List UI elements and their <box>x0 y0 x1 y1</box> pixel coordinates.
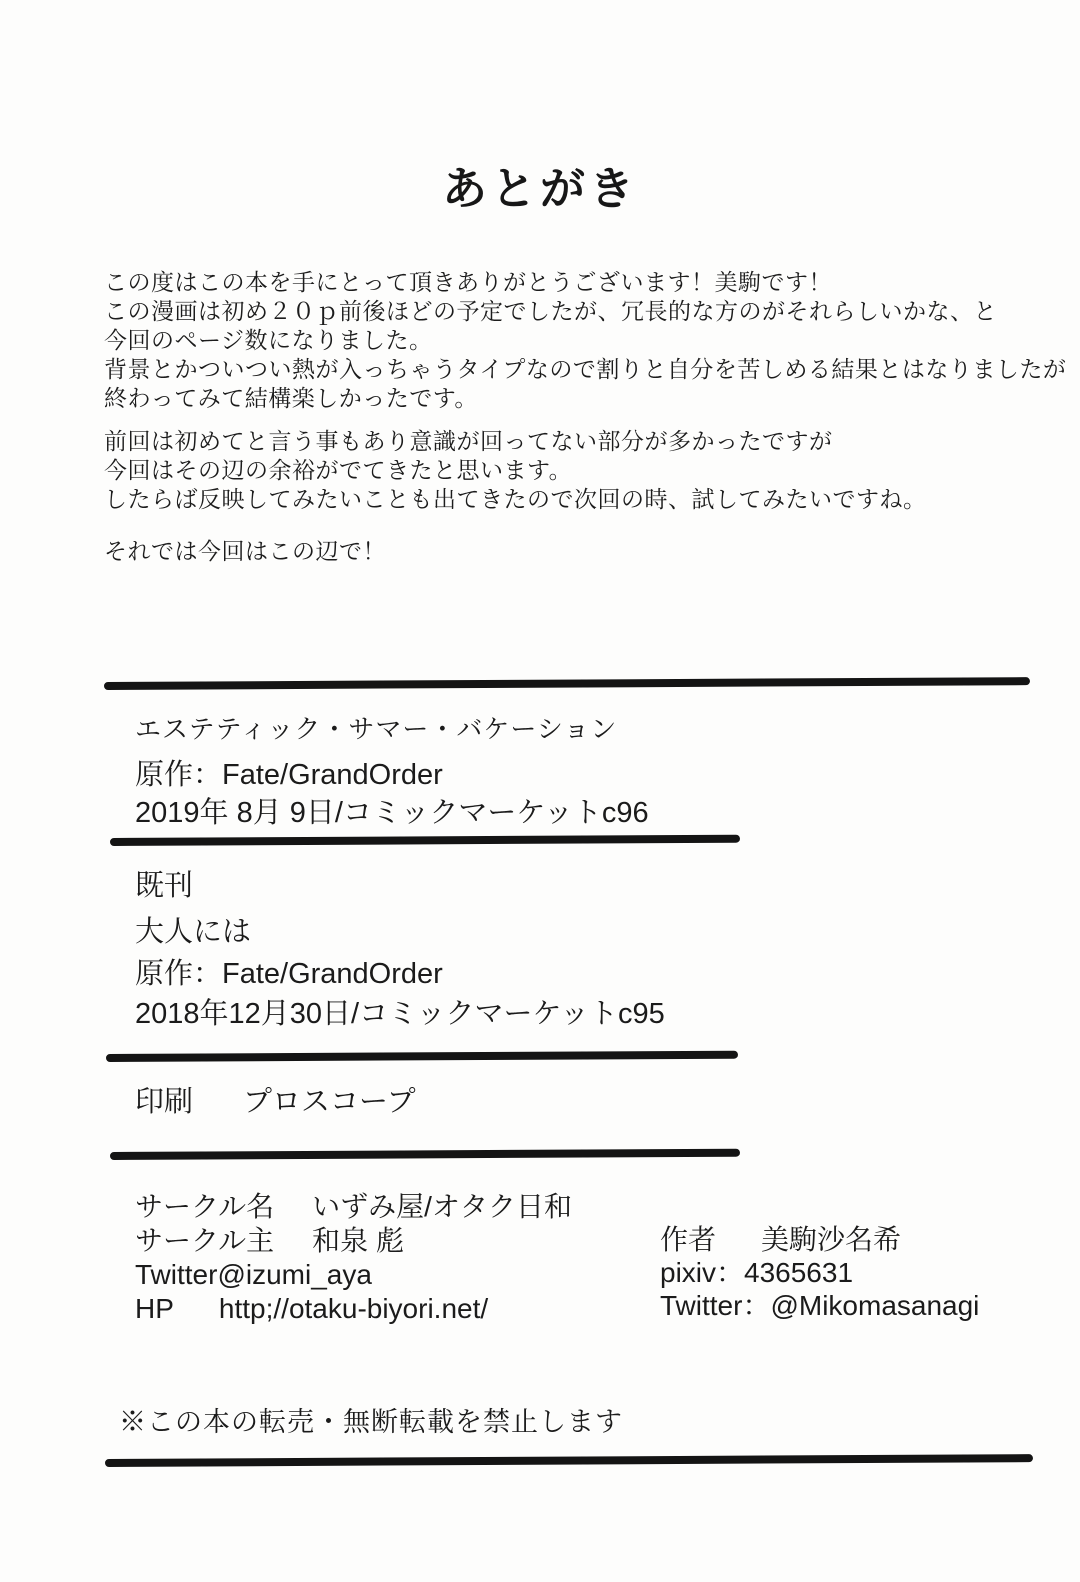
circle-owner-line <box>135 1224 572 1258</box>
author-twitter-handle: Twitter：@Mikomasanagi <box>660 1290 980 1321</box>
text-line: したらば反映してみたいことも出てきたので次回の時、試してみたいですね。 <box>104 486 927 512</box>
divider-previous-book <box>106 1051 738 1062</box>
circle-name: いずみ屋/オタク日和 <box>312 1191 572 1222</box>
circle-name-label: サークル名 <box>135 1191 275 1222</box>
circle-owner-label: サークル主 <box>135 1225 275 1256</box>
printing-company: プロスコープ <box>243 1086 416 1118</box>
circle-name-line <box>135 1190 572 1224</box>
circle-homepage-line <box>135 1292 572 1326</box>
text-line: この漫画は初め２０ｐ前後ほどの予定でしたが、冗長的な方のがそれらしいかな、と <box>104 298 997 324</box>
author-name-line <box>660 1223 979 1256</box>
current-book-event-date: 2019年 8月 9日/コミックマーケットc96 <box>135 797 649 829</box>
text-line: 今回はその辺の余裕がでてきたと思います。 <box>104 457 573 483</box>
circle-hp-url: http;//otaku-biyori.net/ <box>218 1293 489 1324</box>
author-info <box>660 1223 979 1322</box>
resale-prohibition-notice: ※この本の転売・無断転載を禁止します <box>119 1407 623 1437</box>
previous-book-event-date: 2018年12月30日/コミックマーケットc95 <box>135 998 665 1030</box>
afterword-closing: それでは今回はこの辺で！ <box>104 538 386 564</box>
previous-book-original: 原作：Fate/GrandOrder <box>135 958 443 990</box>
afterword-paragraph-1 <box>104 268 1066 413</box>
author-name: 美駒沙名希 <box>761 1224 902 1255</box>
divider-printing <box>110 1149 740 1160</box>
circle-hp-label: HP <box>135 1293 174 1324</box>
previous-book-section-label: 既刊 <box>135 870 194 902</box>
divider-current-book <box>110 835 740 846</box>
circle-owner-name: 和泉 彪 <box>312 1225 404 1256</box>
previous-book-title: 大人には <box>135 916 252 948</box>
text-line: 背景とかついつい熱が入っちゃうタイプなので割りと自分を苦しめる結果とはなりましたが <box>104 356 1067 382</box>
afterword-paragraph-2 <box>104 427 927 514</box>
printing-info <box>135 1079 416 1120</box>
current-book-title: エステティック・サマー・バケーション <box>135 714 618 744</box>
author-pixiv-id: pixiv：4365631 <box>660 1257 854 1288</box>
divider-top <box>104 677 1030 690</box>
printing-label: 印刷 <box>135 1086 194 1118</box>
author-label: 作者 <box>660 1224 717 1255</box>
current-book-original: 原作：Fate/GrandOrder <box>135 759 443 791</box>
circle-info <box>135 1190 572 1326</box>
circle-twitter-handle: Twitter@izumi_aya <box>135 1259 372 1290</box>
text-line: 前回は初めてと言う事もあり意識が回ってない部分が多かったですが <box>104 428 833 454</box>
text-line: 今回のページ数になりました。 <box>104 327 433 353</box>
text-line: この度はこの本を手にとって頂きありがとうございます！美駒です！ <box>104 269 833 295</box>
page-title: あとがき <box>441 164 638 214</box>
divider-bottom <box>105 1454 1033 1467</box>
text-line: 終わってみて結構楽しかったです。 <box>104 385 478 411</box>
